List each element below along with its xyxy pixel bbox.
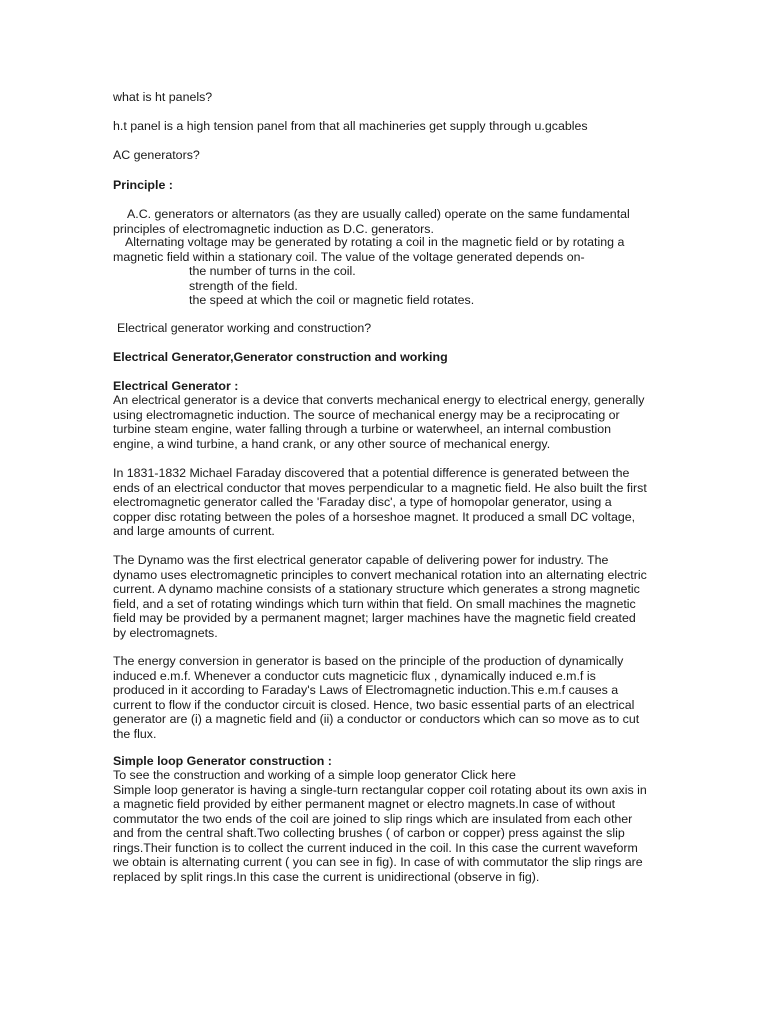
question-ht-panels: what is ht panels? — [113, 90, 213, 104]
faraday-paragraph: In 1831-1832 Michael Faraday discovered that a potential difference is generated between the ends of an electrical conductor that moves perpendicular to a magnetic field. He also built the first electromagnetic generator called the 'Faraday disc', a type of homopolar generator, using a copper disc rotating between the poles of a horseshoe magnet. It produced a small DC voltage, and large amounts of current. — [113, 466, 647, 538]
answer-ht-panels: h.t panel is a high tension panel from that all machineries get supply through u.gcables — [113, 119, 588, 133]
question-generator-working: Electrical generator working and construction? — [117, 321, 372, 335]
depends-list — [113, 264, 658, 308]
list-item: strength of the field. — [189, 278, 298, 293]
electrical-generator-paragraph-1: An electrical generator is a device that converts mechanical energy to electrical energy, generally using electromagnetic induction. The source of mechanical energy may be a reciprocating or turbine steam engine, water falling through a turbine or waterwheel, an internal combustion engine, a wind turbine, a hand crank, or any other source of mechanical energy. — [113, 393, 645, 451]
simple-loop-heading: Simple loop Generator construction : — [113, 754, 332, 768]
question-ac-generators: AC generators? — [113, 148, 200, 162]
section-title: Electrical Generator,Generator construction and working — [113, 350, 448, 364]
list-item: the number of turns in the coil. — [189, 264, 356, 278]
dynamo-paragraph: The Dynamo was the first electrical generator capable of delivering power for industry. The dynamo uses electromagnetic principles to convert mechanical rotation into an alternating electric current. A dynamo machine consists of a stationary structure which generates a strong magnetic field, and a set of rotating windings which turn within that field. On small machines the magnetic field may be provided by a permanent magnet; larger machines have the magnetic field created by electromagnets. — [113, 553, 647, 640]
list-item: the speed at which the coil or magnetic field rotates. — [189, 293, 475, 307]
principle-paragraph-2: Alternating voltage may be generated by rotating a coil in the magnetic field or by rotating a magnetic field within a stationary coil. The value of the voltage generated depends on- — [113, 235, 625, 264]
simple-loop-paragraph: To see the construction and working of a simple loop generator Click here Simple loop generator is having a single-turn rectangular copper coil rotating about its own axis in a magnetic field provided by either permanent magnet or electro magnets.In case of without commutator the two ends of the coil are joined to slip rings which are insulated from each other and from the central shaft.Two collecting brushes ( of carbon or copper) press against the slip rings.Their function is to collect the current induced in the coil. In this case the current waveform we obtain is alternating current ( you can see in fig). In case of with commutator the slip rings are replaced by split rings.In this case the current is unidirectional (observe in fig). — [113, 768, 647, 884]
principle-heading: Principle : — [113, 178, 173, 192]
energy-conversion-paragraph: The energy conversion in generator is based on the principle of the production of dynamically induced e.m.f. Whenever a conductor cuts magneticic flux , dynamically induced e.m.f is produced in it according to Faraday's Laws of Electromagnetic induction.This e.m.f causes a current to flow if the conductor circuit is closed. Hence, two basic essential parts of an electrical generator are (i) a magnetic field and (ii) a conductor or conductors which can so move as to cut the flux. — [113, 654, 640, 741]
electrical-generator-heading: Electrical Generator : — [113, 379, 239, 393]
principle-paragraph-1: A.C. generators or alternators (as they are usually called) operate on the same fundamental principles of electromagnetic induction as D.C. generators. — [113, 207, 630, 236]
